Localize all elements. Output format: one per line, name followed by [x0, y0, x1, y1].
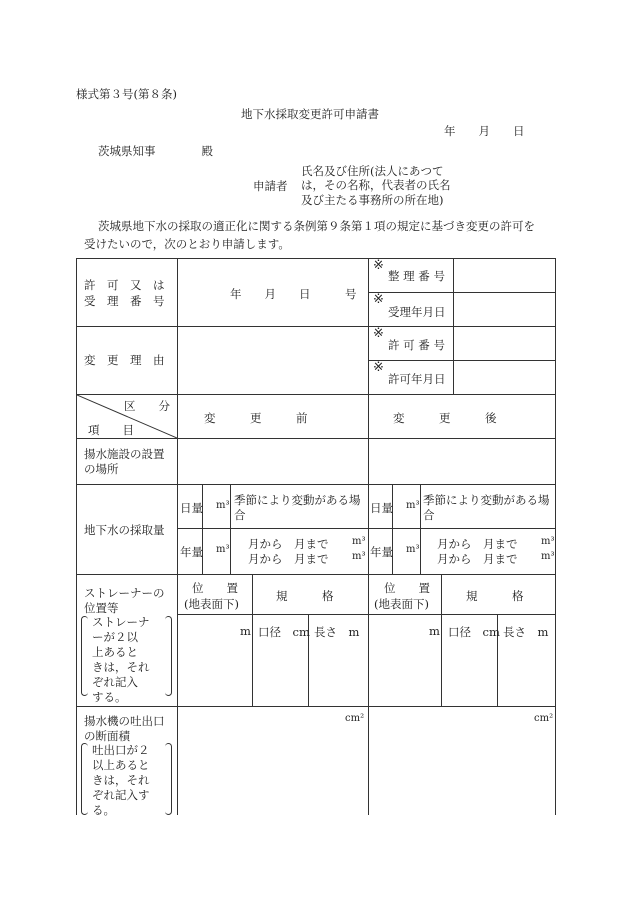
seiri-bango-label: 整 理 番 号 — [388, 269, 445, 283]
strainer-note-5: ぞれ記入 — [92, 675, 138, 689]
pump-label-1: 揚水機の吐出口 — [84, 714, 165, 728]
kisetsu-before-1: 季節により変動がある場 — [234, 493, 361, 507]
m3-unit: m³ — [406, 544, 420, 555]
kisetsu-after-2: 合 — [423, 508, 435, 522]
henkou-mae-label: 変 更 前 — [204, 411, 308, 425]
strainer-note-6: する。 — [92, 690, 127, 704]
juri-date-label: 受理年月日 — [388, 305, 446, 319]
strainer-note-4: きは，それ — [92, 660, 150, 674]
row1-label-2: 受 理 番 号 — [84, 294, 165, 308]
saishu-ryo-label: 地下水の採取量 — [84, 523, 165, 537]
pump-note-2: 以上あると — [92, 758, 150, 772]
pump-note-1: 吐出口が２ — [92, 743, 150, 757]
addressee: 茨城県知事 殿 — [98, 144, 213, 158]
tsuki-after-2: 月から 月まで — [437, 552, 518, 566]
kikaku-after: 規 格 — [466, 589, 524, 603]
kisetsu-before-2: 合 — [234, 508, 246, 522]
strainer-label-1: ストレーナーの — [84, 586, 165, 600]
applicant-label: 申請者 — [253, 179, 288, 193]
strainer-note-1: ストレーナ — [92, 615, 150, 629]
chihyoumenka-before: (地表面下) — [184, 597, 239, 611]
row1-label-1: 許 可 又 は — [84, 278, 165, 292]
nichiryo-after: 日量 — [370, 501, 393, 515]
kyoka-date-label: 許可年月日 — [388, 372, 446, 386]
ichi-before: 位 置 — [192, 581, 238, 595]
henkou-go-label: 変 更 後 — [393, 411, 497, 425]
m3-unit: m³ — [541, 536, 555, 547]
kome-mark-2: ※ — [373, 292, 384, 307]
kisetsu-after-1: 季節により変動がある場 — [423, 493, 550, 507]
form-number: 様式第３号(第８条) — [76, 87, 177, 101]
yousui-basho-label-2: の場所 — [84, 462, 119, 476]
pump-label-2: の断面積 — [84, 729, 130, 743]
strainer-label-2: 位置等 — [84, 601, 119, 615]
pump-note-3: きは，それ — [92, 773, 150, 787]
kubun-label: 区 分 — [124, 399, 170, 413]
strainer-note-2: ーが２以 — [92, 630, 138, 644]
kome-mark-3: ※ — [373, 326, 384, 341]
note-bracket-left — [81, 616, 88, 696]
m3-unit: m³ — [541, 551, 555, 562]
m3-unit: m³ — [216, 500, 230, 511]
kome-mark-1: ※ — [373, 258, 384, 273]
m-before: m — [240, 624, 251, 638]
note-bracket-right — [165, 616, 172, 696]
tsuki-before-1: 月から 月まで — [248, 537, 329, 551]
applicant-note-1: 氏名及び住所(法人にあつて — [301, 164, 444, 178]
tsuki-before-2: 月から 月まで — [248, 552, 329, 566]
cm2-after: cm² — [534, 713, 554, 724]
m3-unit: m³ — [406, 500, 420, 511]
henkou-riyu-label: 変 更 理 由 — [84, 353, 165, 367]
yousui-basho-label-1: 揚水施設の設置 — [84, 447, 165, 461]
kouke-before: 口径 cm — [258, 625, 310, 639]
applicant-note-2: は，その名称，代表者の氏名 — [301, 178, 451, 192]
date-line: 年 月 日 — [444, 124, 525, 138]
tsuki-after-1: 月から 月まで — [437, 537, 518, 551]
note-bracket-left — [81, 743, 88, 815]
kikaku-before: 規 格 — [276, 589, 334, 603]
koumoku-label: 項 目 — [88, 423, 134, 437]
applicant-note-3: 及び主たる事務所の所在地) — [301, 193, 444, 207]
kome-mark-4: ※ — [373, 360, 384, 375]
nichiryo-before: 日量 — [180, 501, 203, 515]
row1-date: 年 月 日 号 — [230, 287, 357, 301]
nenryo-before: 年量 — [180, 545, 203, 559]
nagasa-after: 長さ m — [503, 625, 549, 639]
body-text-1: 茨城県地下水の採取の適正化に関する条例第９条第１項の規定に基づき変更の許可を — [98, 219, 535, 233]
note-bracket-right — [165, 743, 172, 815]
nagasa-before: 長さ m — [314, 625, 360, 639]
m3-unit: m³ — [352, 551, 366, 562]
nenryo-after: 年量 — [370, 545, 393, 559]
pump-note-4: ぞれ記入す — [92, 788, 150, 802]
m3-unit: m³ — [216, 544, 230, 555]
pump-note-5: る。 — [92, 803, 115, 817]
m3-unit: m³ — [352, 536, 366, 547]
ichi-after: 位 置 — [384, 581, 430, 595]
chihyoumenka-after: (地表面下) — [374, 597, 429, 611]
body-text-2: 受けたいので，次のとおり申請します。 — [84, 237, 290, 251]
strainer-note-3: 上あると — [92, 645, 138, 659]
cm2-before: cm² — [345, 713, 365, 724]
document-title: 地下水採取変更許可申請書 — [241, 107, 379, 121]
kouke-after: 口径 cm — [448, 625, 500, 639]
kyoka-bango-label: 許 可 番 号 — [388, 338, 445, 352]
m-after: m — [429, 624, 440, 638]
